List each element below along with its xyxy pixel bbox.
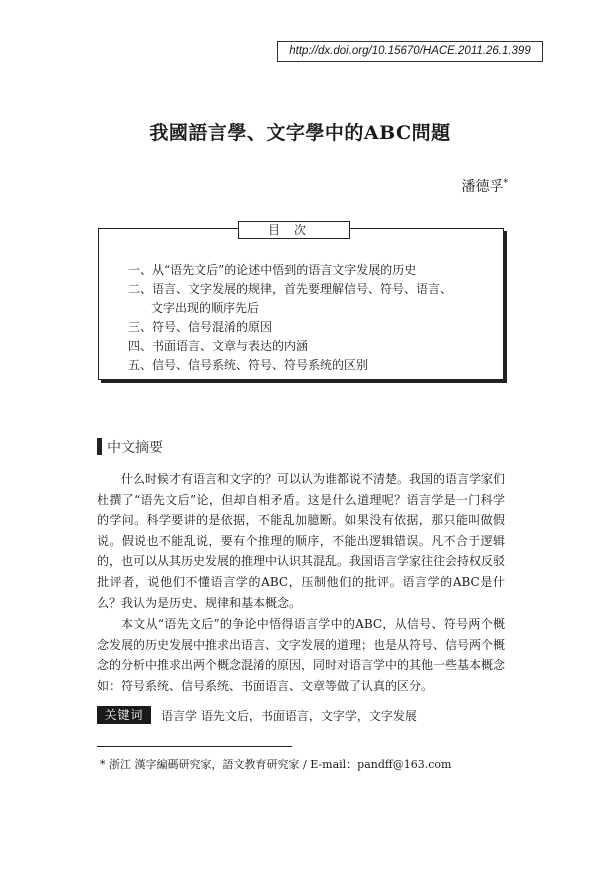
author-footnote: * 浙江 漢字編碼研究家，語文教育研究家 / E-mail：pandff@163.com [100, 758, 452, 771]
abstract-heading-label: 中文摘要 [107, 440, 163, 456]
toc-item: 二、语言、文字发展的规律，首先要理解信号、符号、语言、 [128, 282, 453, 296]
author-name: 潘德孚 [461, 179, 504, 195]
toc-heading: 目次 [238, 221, 350, 239]
toc-item: 五、信号、信号系统、符号、符号系统的区别 [128, 358, 369, 372]
toc-item: 一、从“语先文后”的论述中悟到的语言文字发展的历史 [128, 263, 417, 277]
author-footnote-mark: * [503, 178, 508, 189]
footnote-divider [97, 746, 292, 747]
toc-item-continuation: 文字出现的顺序先后 [151, 301, 260, 315]
paper-title: 我國語言學、文字學中的ABC問題 [149, 122, 451, 144]
abstract-paragraph: 本文从“语先文后”的争论中悟得语言学中的ABC，从信号、符号两个概念发展的历史发展中推求出语言、文字发展的道理；也是从符号、信号两个概念的分析中推求出两个概念混淆的原因，同时对语言学中的其他一些基本概念如：符号系统、信号系统、书面语言、文章等做了认真的区分。 [97, 617, 506, 693]
keywords-label: 关键词 [97, 706, 151, 724]
toc-item: 三、符号、信号混淆的原因 [128, 320, 273, 334]
keywords-text: 语言学 语先文后，书面语言，文字学，文字发展 [161, 709, 417, 723]
toc-item: 四、书面语言、文章与表达的内涵 [128, 339, 309, 353]
section-marker [97, 438, 102, 455]
doi-link[interactable]: http://dx.doi.org/10.15670/HACE.2011.26.1.399 [277, 41, 543, 62]
abstract-heading [97, 437, 163, 457]
author [462, 176, 509, 196]
abstract-paragraph: 什么时候才有语言和文字的？可以认为谁都说不清楚。我国的语言学家们杜撰了“语先文后”论，但却自相矛盾。这是什么道理呢？语言学是一门科学的学问。科学要讲的是依据，不能乱加臆断。如果没有依据，那只能叫做假说。假说也不能乱说，要有个推理的顺序，不能出逻辑错误。凡不合于逻辑的，也可以从其历史发展的推理中认识其混乱。我国语言学家往往会持权反驳批评者，说他们不懂语言学的ABC，压制他们的批评。语言学的ABC是什么？我认为是历史、规律和基本概念。 [97, 472, 506, 610]
